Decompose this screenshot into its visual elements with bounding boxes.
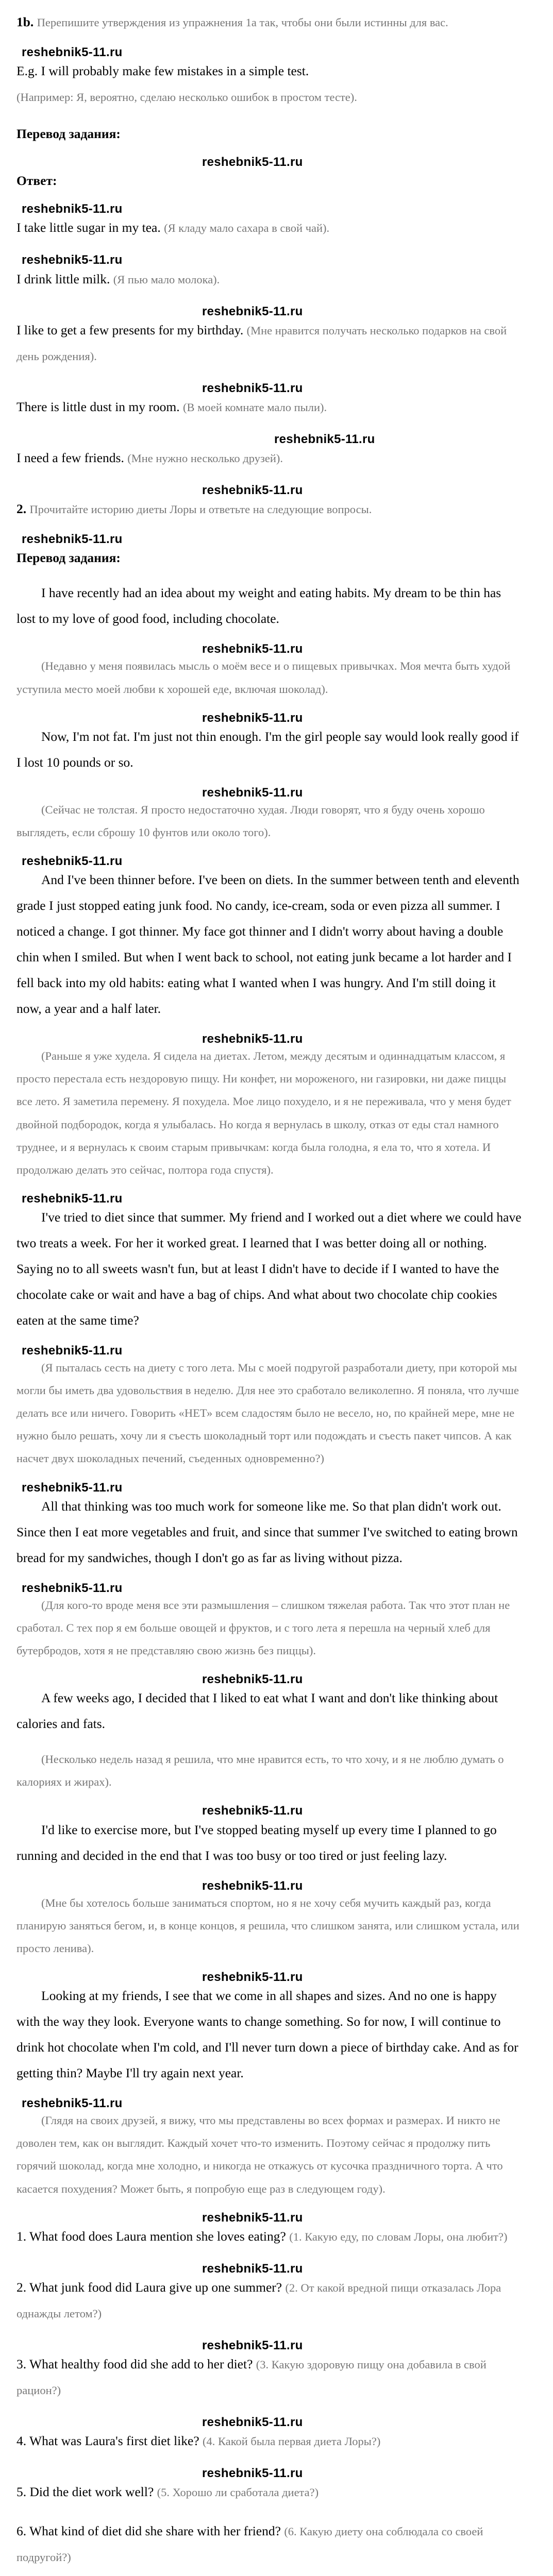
story-paragraph-ru: (Я пыталась сесть на диету с того лета. Мы с моей подругой разработали диету, при которой мы могли бы иметь два удовольствия в неделю. Для нее это сработало великолепно. Я поняла, что лучше делать все или ничего. Говорить «НЕТ» всем сладостям было не весело, но, по крайней мере, мне не нужно было решать, хочу ли я съесть шоколадный торт или подождать и съесть пакет чипсов. А как насчет двух шоколадных печений, съеденных одновременно?): [16, 1361, 519, 1465]
story-paragraph: And I've been thinner before. I've been on diets. In the summer between tenth and eleventh grade I just stopped eating junk food. No candy, ice-cream, soda or even pizza all summer. I noticed a change. I got thinner. My face got thinner and I didn't worry about having a double chin when I smiled. But when I went back to school, not eating junk became a lot harder and I fell back into my old habits: eating what I wanted when I was hungry. And I'm still doing it now, a year and a half later.: [16, 872, 520, 1016]
task1-answer-heading: Ответ:: [16, 173, 57, 189]
watermark: reshebnik5-11.ru: [202, 155, 303, 170]
task1-example-ru: (Например: Я, вероятно, сделаю несколько ошибок в простом тесте).: [16, 91, 357, 104]
story-paragraph: Now, I'm not fat. I'm just not thin enough. I'm the girl people say would look really good if I lost 10 pounds or so.: [16, 728, 519, 770]
watermark: reshebnik5-11.ru: [202, 304, 303, 318]
watermark: reshebnik5-11.ru: [274, 432, 375, 446]
watermark: reshebnik5-11.ru: [22, 1191, 123, 1206]
question-item: 3. What healthy food did she add to her diet? (3. Какую здоровую пищу она добавила в свой рацион?): [16, 2357, 487, 2397]
watermark: reshebnik5-11.ru: [202, 1804, 303, 1818]
task1-instruction-text: Перепишите утверждения из упражнения 1a так, чтобы они были истинны для вас.: [37, 16, 448, 29]
question-item: 2. What junk food did Laura give up one summer? (2. От какой вредной пищи отказалась Лора однажды летом?): [16, 2279, 501, 2320]
task1-translation-heading: Перевод задания:: [16, 126, 121, 142]
story-paragraph: All that thinking was too much work for someone like me. So that plan didn't work out. Since then I eat more vegetables and fruit, and since that summer I've switched to eating brown bread for my sandwiches, though I don't go as far as living without pizza.: [16, 1498, 518, 1565]
task2-instruction-text: Прочитайте историю диеты Лоры и ответьте на следующие вопросы.: [29, 503, 372, 516]
task1-answer: There is little dust in my room. (В моей комнате мало пыли).: [16, 399, 327, 414]
watermark: reshebnik5-11.ru: [22, 1480, 123, 1495]
task1-label: 1b.: [16, 14, 34, 29]
watermark: reshebnik5-11.ru: [202, 2466, 303, 2481]
watermark: reshebnik5-11.ru: [202, 381, 303, 395]
task1-example: [16, 58, 522, 110]
watermark: reshebnik5-11.ru: [22, 1581, 123, 1595]
story-paragraph: I have recently had an idea about my weight and eating habits. My dream to be thin has lost to my love of good food, including chocolate.: [16, 585, 501, 626]
watermark: reshebnik5-11.ru: [22, 1343, 123, 1358]
watermark: reshebnik5-11.ru: [202, 2338, 303, 2352]
watermark: reshebnik5-11.ru: [202, 1672, 303, 1687]
story-paragraph-ru: (Глядя на своих друзей, я вижу, что мы представлены во всех формах и размерах. И никто не доволен тем, как он выглядит. Каждый хочет что-то изменить. Поэтому сейчас я продолжу пить горячий шоколад, когда мне холодно, и никогда не откажусь от кусочка праздничного торта. А что касается похудения? Может быть, я попробую еще раз в следующем году).: [16, 2114, 503, 2195]
task2-instruction: [16, 496, 522, 522]
story-paragraph-ru: (Мне бы хотелось больше заниматься спортом, но я не хочу себя мучить каждый раз, когда планирую заняться бегом, и, в конце концов, я решила, что слишком занята, или слишком устала, или просто ленива).: [16, 1896, 520, 1955]
task1-example-en: E.g. I will probably make few mistakes in a simple test.: [16, 63, 309, 79]
story-paragraph-ru: (Для кого-то вроде меня все эти размышления – слишком тяжелая работа. Так что этот план не сработал. С тех пор я ем больше овощей и фруктов, и с того лета я перешла на черный хлеб для бутербродов, хотя я не представляю свою жизнь без пиццы).: [16, 1598, 510, 1657]
watermark: reshebnik5-11.ru: [202, 642, 303, 656]
watermark: reshebnik5-11.ru: [22, 202, 123, 216]
story-paragraph: I'd like to exercise more, but I've stopped beating myself up every time I planned to go running and decided in the end that I was too busy or too tired or just feeling lazy.: [16, 1822, 497, 1863]
watermark: reshebnik5-11.ru: [22, 532, 123, 547]
task1-instruction: [16, 9, 522, 35]
watermark: reshebnik5-11.ru: [22, 854, 123, 869]
watermark: reshebnik5-11.ru: [202, 2210, 303, 2225]
task2-translation-heading: Перевод задания:: [16, 550, 121, 566]
watermark: reshebnik5-11.ru: [202, 1970, 303, 1984]
watermark: reshebnik5-11.ru: [22, 253, 123, 267]
story-paragraph: A few weeks ago, I decided that I liked to eat what I want and don't like thinking about calories and fats.: [16, 1690, 498, 1732]
task1-answer: I drink little milk. (Я пью мало молока).: [16, 271, 220, 286]
watermark: reshebnik5-11.ru: [22, 2096, 123, 2111]
watermark: reshebnik5-11.ru: [202, 785, 303, 800]
task1-answer: I like to get a few presents for my birthday. (Мне нравится получать несколько подарков на свой день рождения).: [16, 322, 507, 363]
question-item: 6. What kind of diet did she share with her friend? (6. Какую диету она соблюдала со своей подругой?): [16, 2523, 483, 2564]
watermark: reshebnik5-11.ru: [202, 1032, 303, 1046]
task1-answer: I take little sugar in my tea. (Я кладу мало сахара в свой чай).: [16, 220, 330, 235]
watermark: reshebnik5-11.ru: [202, 483, 303, 497]
question-item: 1. What food does Laura mention she loves eating? (1. Какую еду, по словам Лоры, она любит?): [16, 2228, 508, 2244]
story-paragraph-ru: (Несколько недель назад я решила, что мне нравится есть, то что хочу, и я не люблю думать о калориях и жирах).: [16, 1753, 504, 1789]
story-paragraph-ru: (Раньше я уже худела. Я сидела на диетах. Летом, между десятым и одиннадцатым классом, я просто перестала есть нездоровую пищу. Ни конфет, ни мороженого, ни газировки, ни даже пиццы все лето. Я заметила перемену. Я похудела. Мое лицо похудело, и я не переживала, что у меня будет двойной подбородок, когда я улыбалась. Но когда я вернулась в школу, отказ от еды стал намного труднее, и я вернулась к своим старым привычкам: когда была голодна, я ела то, что я хотела. И продолжаю делать это сейчас, полтора года спустя).: [16, 1049, 511, 1176]
task1-answer: I need a few friends. (Мне нужно несколько друзей).: [16, 450, 283, 465]
story-paragraph-ru: (Сейчас не толстая. Я просто недостаточно худая. Люди говорят, что я буду очень хорошо выглядеть, если сброшу 10 фунтов или около того).: [16, 803, 485, 839]
watermark: reshebnik5-11.ru: [202, 2415, 303, 2430]
story-paragraph: Looking at my friends, I see that we come in all shapes and sizes. And no one is happy with the way they look. Everyone wants to change something. So for now, I will continue to drink hot chocolate when I'm cold, and I'll never turn down a piece of birthday cake. And as for getting thin? Maybe I'll try again next year.: [16, 1988, 518, 2081]
watermark: reshebnik5-11.ru: [22, 45, 123, 59]
story-paragraph-ru: (Недавно у меня появилась мысль о моём весе и о пищевых привычках. Моя мечта быть худой уступила место моей любви к хорошей еде, включая шоколад).: [16, 659, 511, 696]
watermark: reshebnik5-11.ru: [202, 710, 303, 725]
story-paragraph: I've tried to diet since that summer. My friend and I worked out a diet where we could have two treats a week. For her it worked great. I learned that I was better doing all or nothing. Saying no to all sweets wasn't fun, but at least I didn't have to decide if I wanted to have the chocolate cake or wait and have a bag of chips. And what about two chocolate chip cookies eaten at the same time?: [16, 1210, 522, 1328]
watermark: reshebnik5-11.ru: [202, 2261, 303, 2276]
task2-label: 2.: [16, 501, 27, 517]
watermark: reshebnik5-11.ru: [202, 1878, 303, 1893]
question-item: 4. What was Laura's first diet like? (4. Какой была первая диета Лоры?): [16, 2433, 381, 2449]
question-item: 5. Did the diet work well? (5. Хорошо ли сработала диета?): [16, 2484, 319, 2500]
